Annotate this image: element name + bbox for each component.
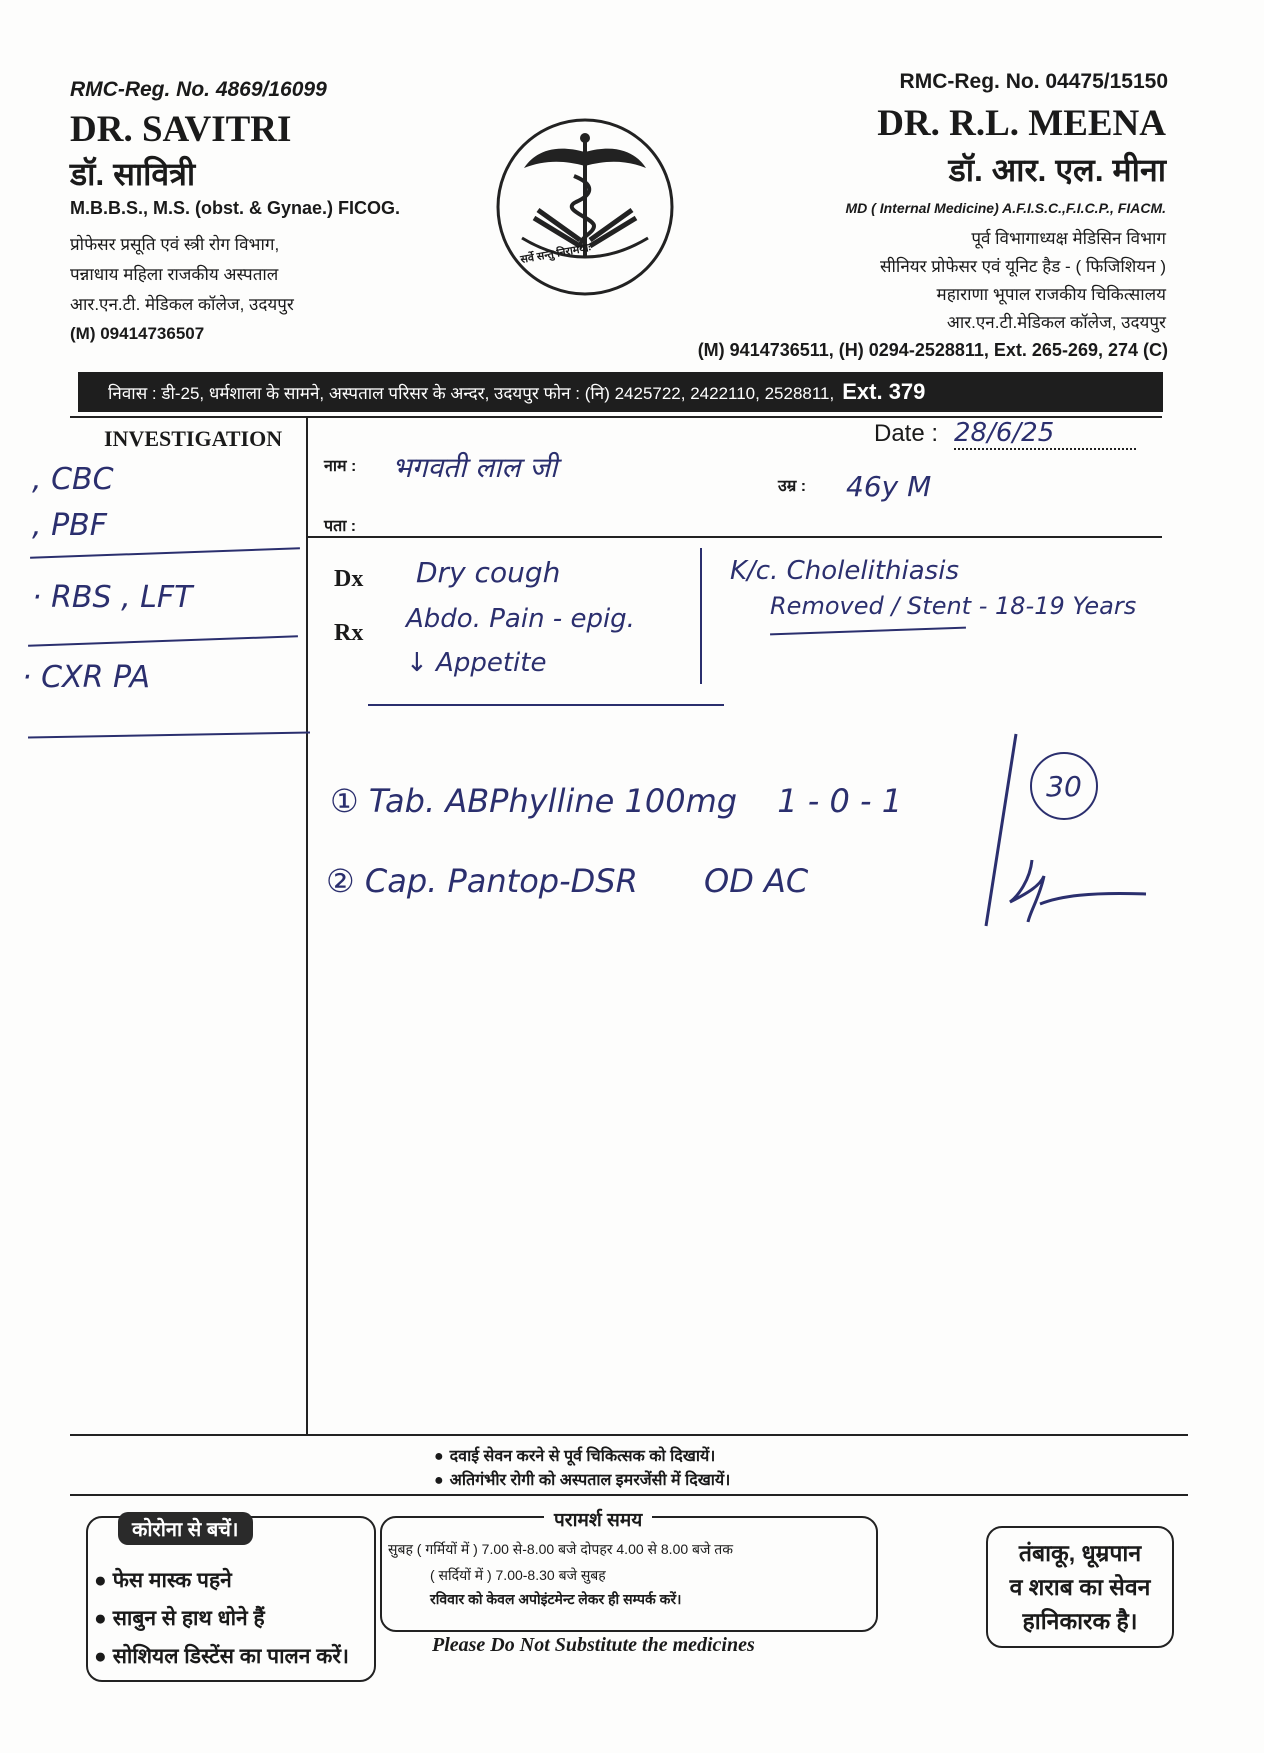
investigation-item: · RBS , LFT xyxy=(32,580,193,615)
complaint-item: Dry cough xyxy=(416,556,561,589)
right-doctor-name-hi: डॉ. आर. एल. मीना xyxy=(948,152,1166,188)
rx-label: Rx xyxy=(334,620,364,646)
investigation-divider xyxy=(306,418,308,1436)
left-doctor-line3: आर.एन.टी. मेडिकल कॉलेज, उदयपुर xyxy=(70,295,294,314)
investigation-underline xyxy=(30,547,300,558)
name-row-border xyxy=(306,536,1162,538)
right-doctor-name-en: DR. R.L. MEENA xyxy=(877,103,1166,144)
left-doctor-line1: प्रोफेसर प्रसूति एवं स्त्री रोग विभाग, xyxy=(70,235,280,254)
history-underline xyxy=(770,627,966,636)
complaint-item: ↓ Appetite xyxy=(406,648,547,678)
left-doctor-mobile: (M) 09414736507 xyxy=(70,324,205,343)
notice-line: ● अतिगंभीर रोगी को अस्पताल इमरजेंसी में दिखायें। xyxy=(434,1468,730,1490)
investigation-label: INVESTIGATION xyxy=(104,426,283,451)
right-doctor-line4: आर.एन.टी.मेडिकल कॉलेज, उदयपुर xyxy=(946,313,1166,332)
investigation-underline xyxy=(28,732,310,739)
corona-title: कोरोना से बचें। xyxy=(118,1512,253,1545)
prescription-number: ② xyxy=(326,862,355,900)
complaint-underline xyxy=(368,704,724,706)
investigation-underline xyxy=(28,635,298,646)
left-doctor-name-hi: डॉ. सावित्री xyxy=(70,156,196,192)
left-doctor-degrees: M.B.B.S., M.S. (obst. & Gynae.) FICOG. xyxy=(70,198,401,218)
logo-motto: सर्वे सन्तु निरामयाः xyxy=(519,241,592,267)
history-divider xyxy=(700,548,702,684)
investigation-item: , PBF xyxy=(32,508,107,543)
timing-line: रविवार को केवल अपोइंटमेन्ट लेकर ही सम्पर्क करें। xyxy=(430,1591,682,1607)
caduceus-emblem-icon xyxy=(494,116,676,298)
timing-line: सुबह ( गर्मियों में ) 7.00 से-8.00 बजे दोपहर 4.00 से 8.00 बजे तक xyxy=(388,1541,734,1557)
investigation-item: · CXR PA xyxy=(22,660,151,695)
corona-item: ● साबुन से हाथ धोने हैं xyxy=(94,1604,265,1632)
complaint-item: Abdo. Pain - epig. xyxy=(406,604,635,634)
residence-ext: Ext. 379 xyxy=(842,379,926,404)
duration-circle: 30 xyxy=(1030,752,1098,820)
investigation-item: , CBC xyxy=(32,462,114,497)
patient-name: भगवती लाल जी xyxy=(392,451,558,484)
name-label: नाम : xyxy=(324,458,357,475)
timing-title: परामर्श समय xyxy=(544,1506,652,1532)
prescription-item xyxy=(330,782,902,820)
residence-bar xyxy=(78,372,1163,412)
left-reg-number: RMC-Reg. No. 4869/16099 xyxy=(70,78,327,101)
notice-line: ● दवाई सेवन करने से पूर्व चिकित्सक को दिखायें। xyxy=(434,1444,715,1466)
prescription-dose: OD AC xyxy=(704,862,809,900)
tobacco-line: व शराब का सेवन xyxy=(1009,1574,1151,1600)
patient-age: 46y M xyxy=(846,470,932,503)
prescription-text: Tab. ABPhylline 100mg xyxy=(368,782,738,820)
dx-label: Dx xyxy=(334,566,364,592)
prescription-item xyxy=(326,862,808,900)
form-bottom-border xyxy=(70,1434,1188,1436)
corona-item: ● फेस मास्क पहने xyxy=(94,1566,232,1594)
prescription-number: ① xyxy=(330,782,359,820)
right-doctor-degrees: MD ( Internal Medicine) A.F.I.S.C.,F.I.C.P., FIACM. xyxy=(845,200,1166,216)
residence-text: निवास : डी-25, धर्मशाला के सामने, अस्पताल परिसर के अन्दर, उदयपुर फोन : (नि) 2425722, 2422110, 2528811, xyxy=(108,383,835,403)
notice-bottom-border xyxy=(70,1494,1188,1496)
date-value: 28/6/25 xyxy=(954,418,1136,450)
history-item: K/c. Cholelithiasis xyxy=(730,556,959,586)
address-label: पता : xyxy=(324,518,357,535)
timing-line: ( सर्दियों में ) 7.00-8.30 बजे सुबह xyxy=(430,1567,606,1583)
left-doctor-name-en: DR. SAVITRI xyxy=(70,109,292,150)
right-doctor-line2: सीनियर प्रोफेसर एवं यूनिट हैड - ( फिजिशियन ) xyxy=(880,257,1166,276)
prescription-dose: 1 - 0 - 1 xyxy=(777,782,903,820)
history-item: Removed / Stent - 18-19 Years xyxy=(770,592,1137,620)
tobacco-line: हानिकारक है। xyxy=(1022,1608,1138,1634)
date-label: Date : xyxy=(874,420,939,447)
corona-item: ● सोशियल डिस्टेंस का पालन करें। xyxy=(94,1642,349,1670)
signature-icon xyxy=(1000,856,1150,926)
right-reg-number: RMC-Reg. No. 04475/15150 xyxy=(899,70,1168,93)
right-doctor-line3: महाराणा भूपाल राजकीय चिकित्सालय xyxy=(936,285,1166,304)
tobacco-line: तंबाकू, धूम्रपान xyxy=(1018,1540,1142,1566)
left-doctor-line2: पन्नाधाय महिला राजकीय अस्पताल xyxy=(70,265,279,284)
right-doctor-phones: (M) 9414736511, (H) 0294-2528811, Ext. 265-269, 274 (C) xyxy=(697,340,1168,360)
prescription-text: Cap. Pantop-DSR xyxy=(364,862,638,900)
right-doctor-line1: पूर्व विभागाध्यक्ष मेडिसिन विभाग xyxy=(971,229,1166,248)
age-label: उम्र : xyxy=(778,478,807,495)
substitute-notice: Please Do Not Substitute the medicines xyxy=(432,1634,755,1656)
